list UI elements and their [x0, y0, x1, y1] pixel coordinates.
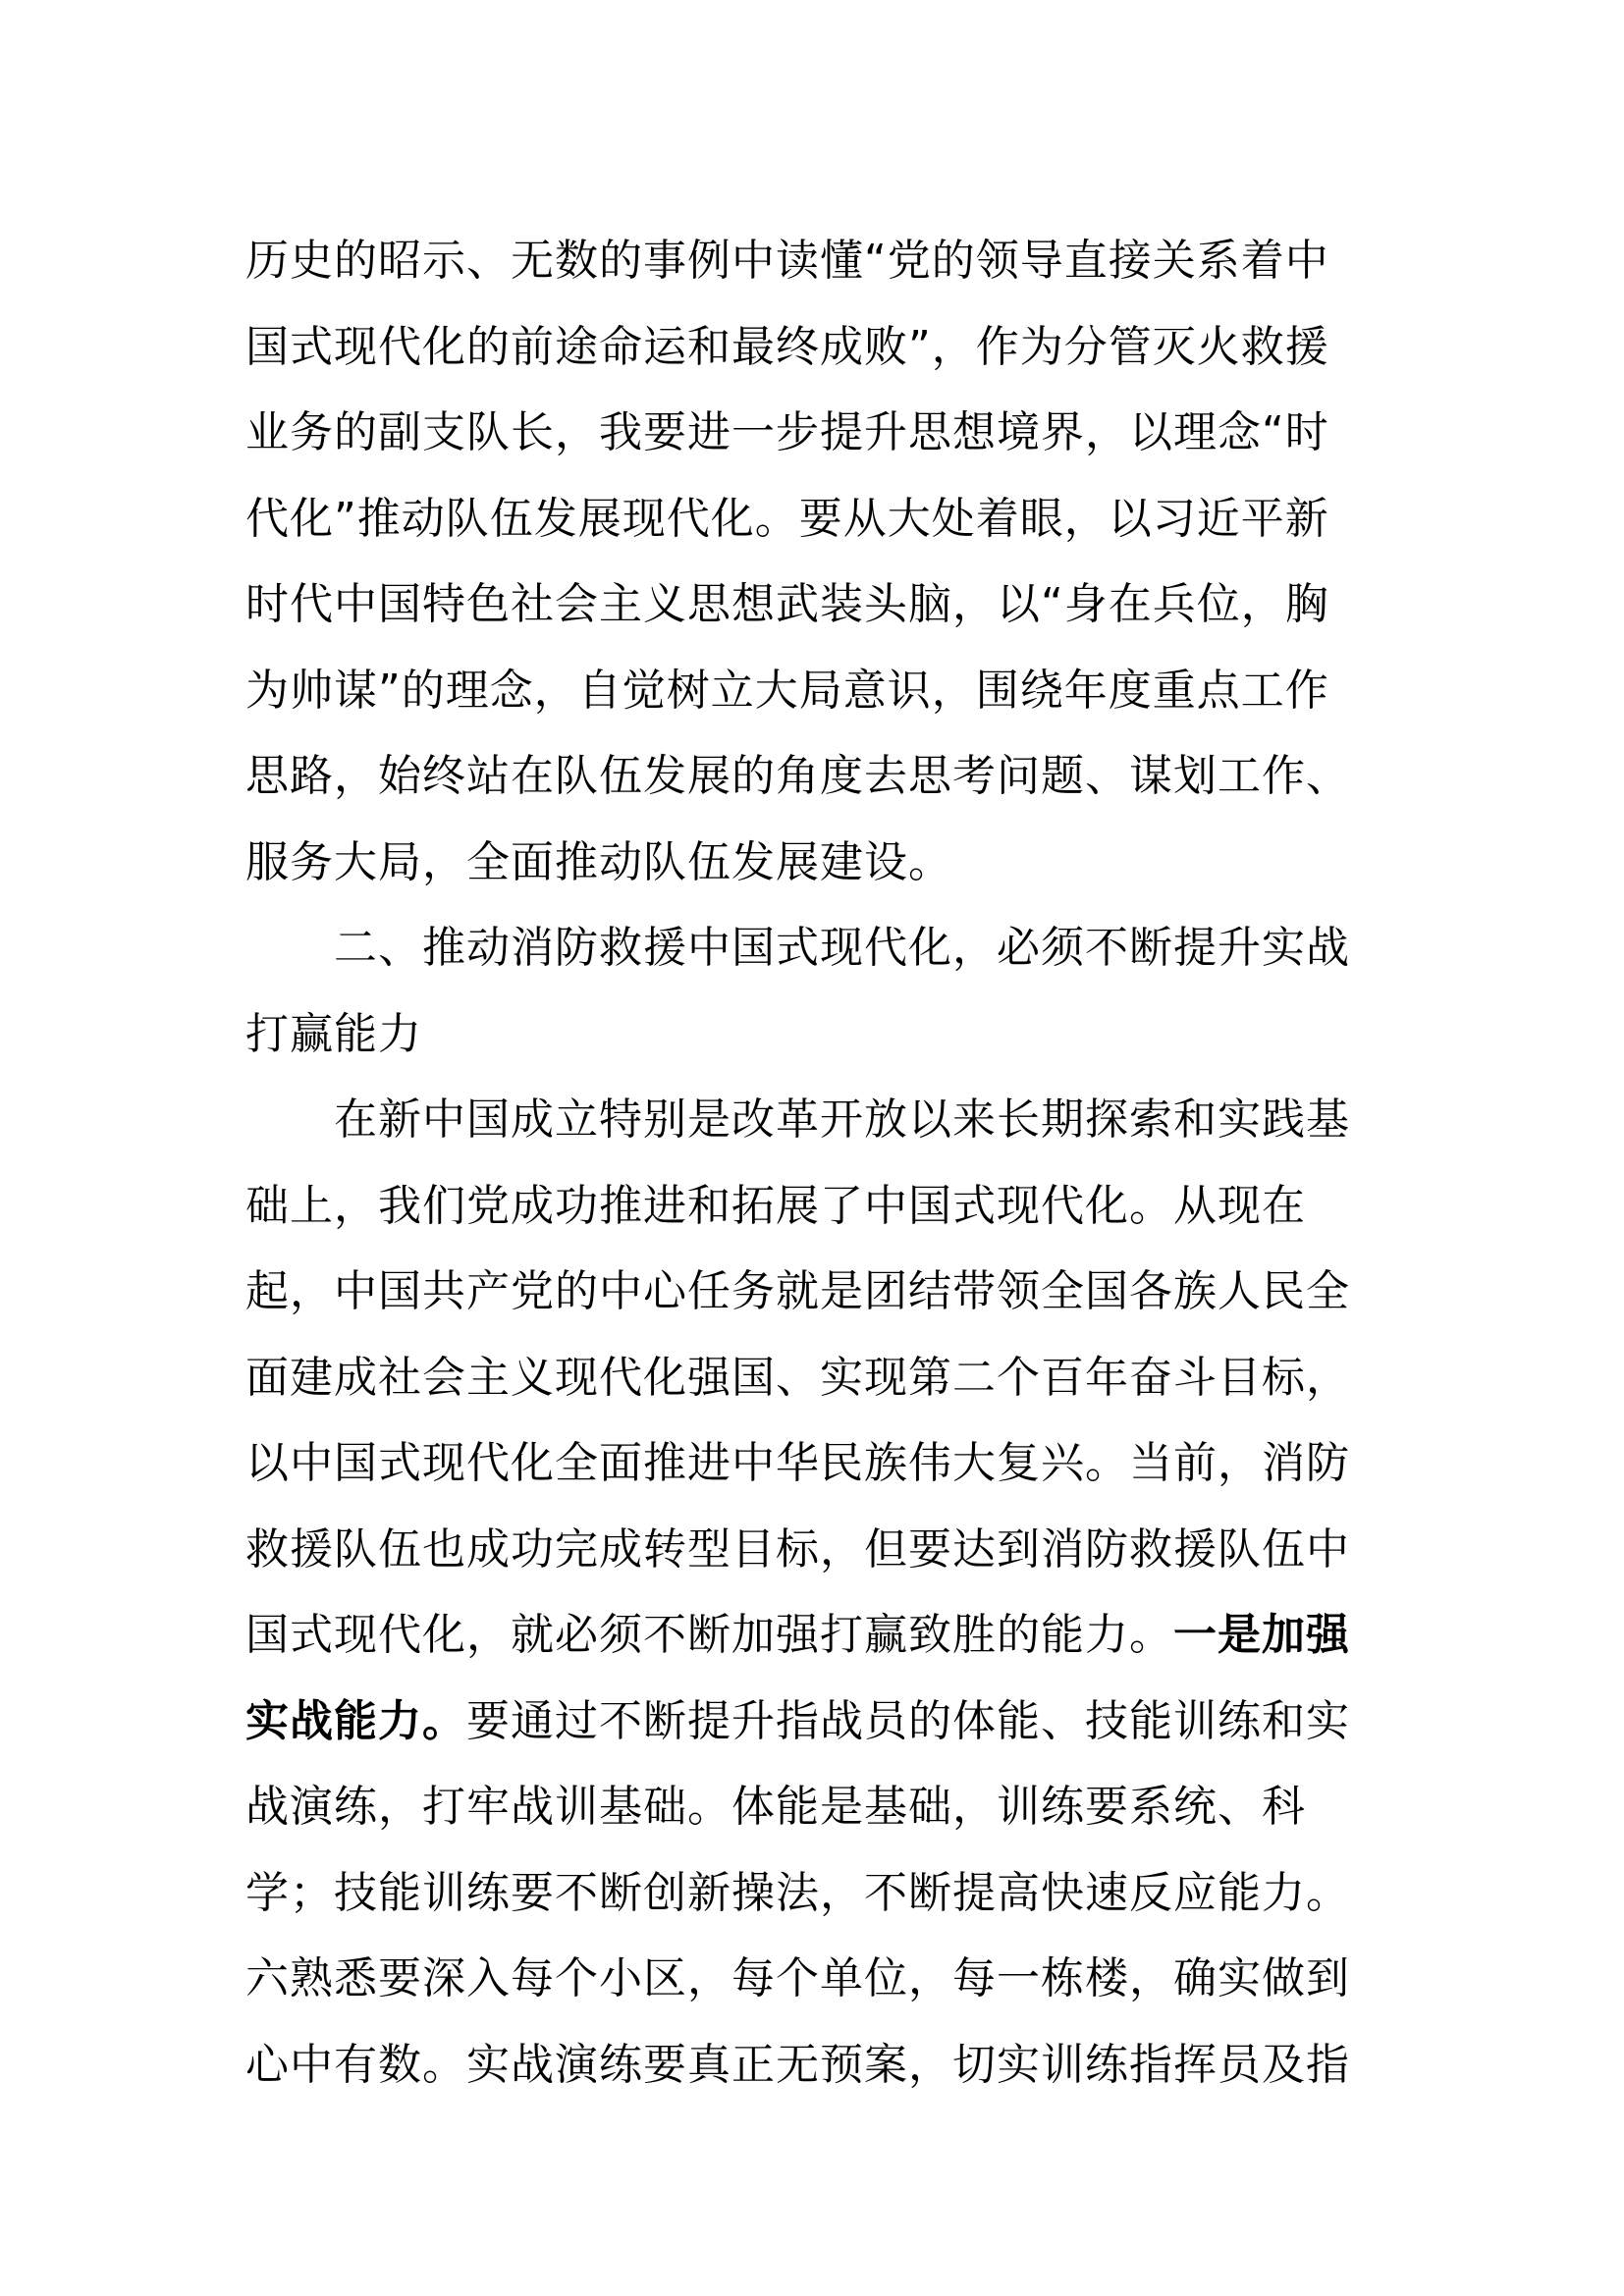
text-line: 起，中国共产党的中心任务就是团结带领全国各族人民全 [245, 1266, 1350, 1316]
text-normal: 国式现代化，就必须不断加强打赢致胜的能力。 [245, 1610, 1173, 1660]
heading-line: 二、推动消防救援中国式现代化，必须不断提升实战 [334, 923, 1350, 973]
text-line: 面建成社会主义现代化强国、实现第二个百年奋斗目标， [245, 1352, 1350, 1403]
text-line: 础上，我们党成功推进和拓展了中国式现代化。从现在 [245, 1180, 1306, 1231]
text-line: 时代中国特色社会主义思想武装头脑，以“身在兵位，胸 [245, 579, 1329, 629]
text-normal: 要通过不断提升指战员的体能、技能训练和实 [466, 1695, 1350, 1746]
heading-line: 打赢能力 [245, 1008, 422, 1059]
text-line: 战演练，打牢战训基础。体能是基础，训练要系统、科 [245, 1782, 1306, 1832]
text-line: 代化”推动队伍发展现代化。要从大处着眼，以习近平新 [245, 493, 1329, 544]
text-line: 为帅谋”的理念，自觉树立大局意识，围绕年度重点工作 [245, 665, 1329, 716]
text-line [245, 1679, 1384, 1765]
text-line: 学；技能训练要不断创新操法，不断提高快速反应能力。 [245, 1867, 1350, 1918]
text-line: 救援队伍也成功完成转型目标，但要达到消防救援队伍中 [245, 1523, 1350, 1575]
paragraph-2 [245, 1077, 1384, 2108]
text-line: 在新中国成立特别是改革开放以来长期探索和实践基 [334, 1095, 1350, 1145]
text-line: 服务大局，全面推动队伍发展建设。 [245, 836, 952, 887]
text-line: 国式现代化的前途命运和最终成败”，作为分管灭火救援 [245, 321, 1329, 372]
text-line: 思路，始终站在队伍发展的角度去思考问题、谋划工作、 [245, 751, 1350, 801]
text-line: 六熟悉要深入每个小区，每个单位，每一栋楼，确实做到 [245, 1953, 1350, 2003]
section-heading [245, 905, 1384, 1077]
text-line: 心中有数。实战演练要真正无预案，切实训练指挥员及指 [245, 2039, 1350, 2090]
text-line: 以中国式现代化全面推进中华民族伟大复兴。当前，消防 [245, 1438, 1350, 1488]
text-line: 历史的昭示、无数的事例中读懂“党的领导直接关系着中 [245, 236, 1329, 286]
bold-emphasis: 实战能力。 [245, 1695, 466, 1746]
text-line: 业务的副支队长，我要进一步提升思想境界，以理念“时 [245, 407, 1329, 457]
document-page [245, 218, 1384, 2108]
text-line [245, 1592, 1384, 1679]
bold-emphasis: 一是加强 [1173, 1610, 1350, 1660]
paragraph-1 [245, 218, 1384, 905]
